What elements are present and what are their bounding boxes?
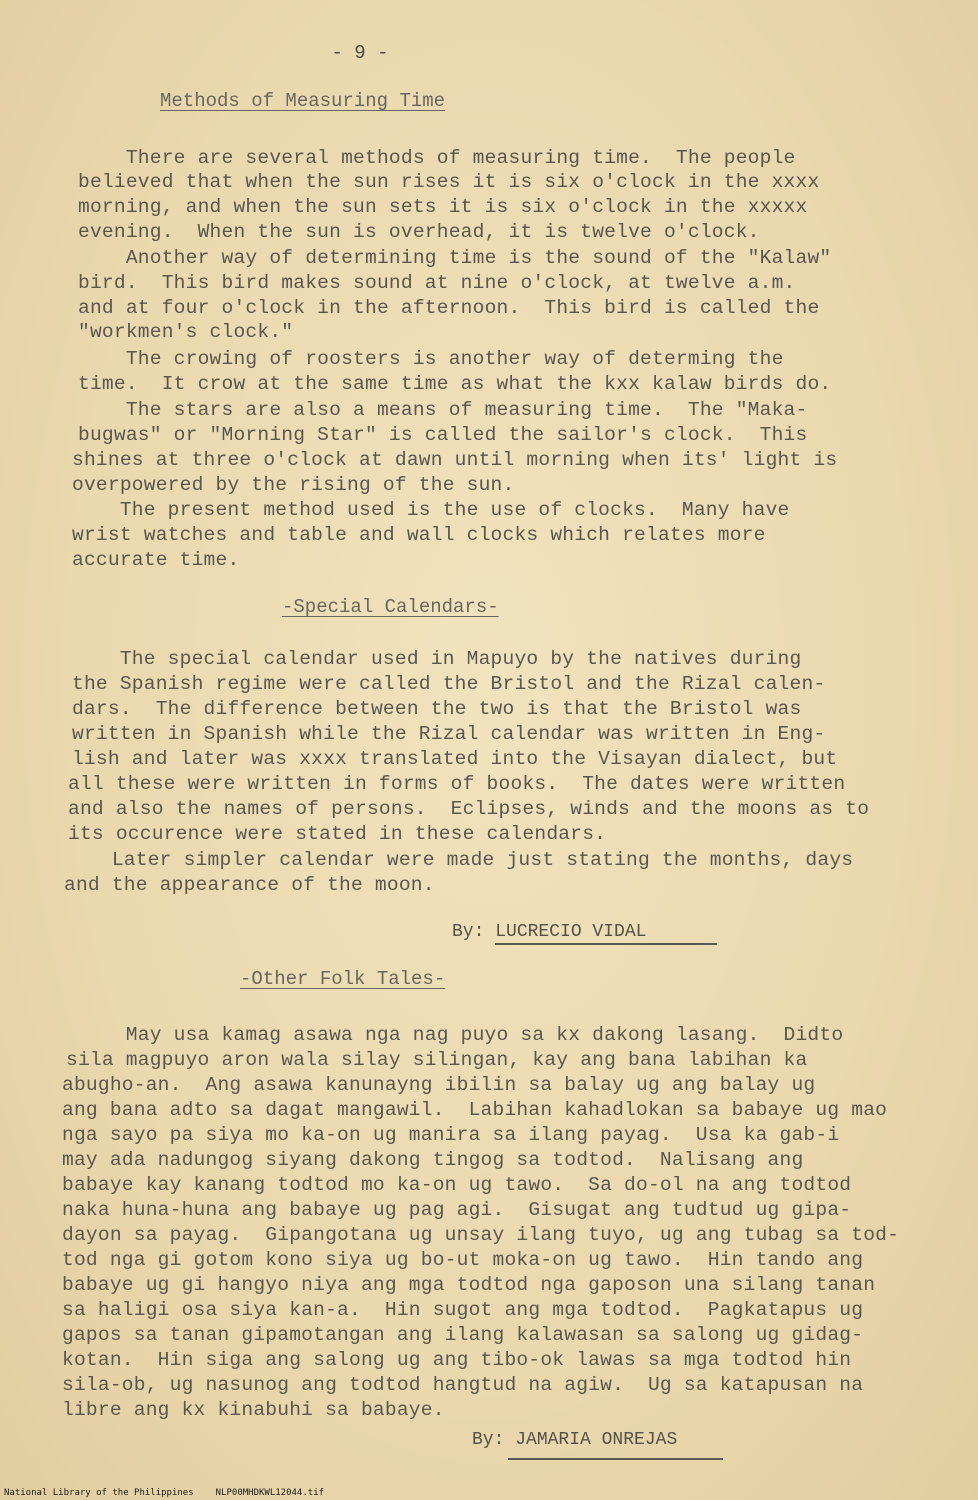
text-line: kotan. Hin siga ang salong ug ang tibo-ok lawas sa mga todtod hin [62,1349,852,1371]
signature-rule [508,1458,723,1460]
text-line: libre ang kx kinabuhi sa babaye. [62,1399,445,1421]
text-line: morning, and when the sun sets it is six o'clock in the xxxxx [78,196,808,218]
text-line: There are several methods of measuring time. The people [78,147,796,169]
text-line: gapos sa tanan gipamotangan ang ilang kalawasan sa salong ug gidag- [62,1324,864,1346]
text-line: The stars are also a means of measuring time. The "Maka- [78,399,808,421]
page-number: - 9 - [331,42,389,64]
text-line: overpowered by the rising of the sun. [72,474,515,496]
byline-prefix: By: [452,922,485,942]
text-line: and also the names of persons. Eclipses, winds and the moons as to [68,798,870,820]
text-line: The crowing of roosters is another way of determing the [78,348,784,370]
text-line: written in Spanish while the Rizal calendar was written in Eng- [72,723,826,745]
section-title-calendars: -Special Calendars- [282,596,499,618]
text-line: believed that when the sun rises it is six o'clock in the xxxx [78,171,820,193]
text-line: nga sayo pa siya mo ka-on ug manira sa ilang payag. Usa ka gab-i [62,1124,840,1146]
text-line: shines at three o'clock at dawn until morning when its' light is [72,449,838,471]
text-line: babaye ug gi hangyo niya ang mga todtod nga gaposon una silang tanan [62,1274,876,1296]
text-line: May usa kamag asawa nga nag puyo sa kx dakong lasang. Didto [66,1024,844,1046]
text-line: dayon sa payag. Gipangotana ug unsay ilang tuyo, ug ang tubag sa tod- [62,1224,900,1246]
text-line: The special calendar used in Mapuyo by the natives during [72,648,802,670]
text-line: its occurence were stated in these calendars. [68,823,607,845]
text-line: abugho-an. Ang asawa kanunayng ibilin sa balay ug ang balay ug [62,1074,816,1096]
byline-vidal [452,922,646,942]
author-name: JAMARIA ONREJAS [515,1430,678,1450]
text-line: bugwas" or "Morning Star" is called the sailor's clock. This [78,424,808,446]
section-title-methods: Methods of Measuring Time [160,90,446,112]
text-line: dars. The difference between the two is that the Bristol was [72,698,802,720]
text-line: ang bana adto sa dagat mangawil. Labihan kahadlokan sa babaye ug mao [62,1099,888,1121]
footer-library: National Library of the Philippines [4,1488,194,1498]
author-name: LUCRECIO VIDAL [495,922,647,942]
text-line: naka huna-huna ang babaye ug pag agi. Gisugat ang tudtud ug gipa- [62,1199,852,1221]
byline-prefix: By: [472,1430,505,1450]
text-line: wrist watches and table and wall clocks which relates more [72,524,766,546]
text-line: accurate time. [72,549,240,571]
text-line: the Spanish regime were called the Bristol and the Rizal calen- [72,673,826,695]
text-line: sila magpuyo aron wala silay silingan, kay ang bana labihan ka [66,1049,808,1071]
section-title-folk-tales: -Other Folk Tales- [240,968,446,990]
footer-file: NLP00MHDKWL12044.tif [215,1488,325,1498]
scan-footer [4,1488,324,1498]
text-line: all these were written in forms of books. The dates were written [68,773,846,795]
text-line: bird. This bird makes sound at nine o'clock, at twelve a.m. [78,272,796,294]
text-line: may ada nadungog siyang dakong tingog sa todtod. Nalisang ang [62,1149,804,1171]
signature-rule [495,943,717,945]
text-line: evening. When the sun is overhead, it is twelve o'clock. [78,221,760,243]
text-line: tod nga gi gotom kono siya ug bo-ut moka-on ug tawo. Hin tando ang [62,1249,864,1271]
byline-onrejas [472,1430,677,1450]
text-line: The present method used is the use of clocks. Many have [72,499,790,521]
text-line: and at four o'clock in the afternoon. This bird is called the [78,297,820,319]
text-line: sa haligi osa siya kan-a. Hin sugot ang mga todtod. Pagkatapus ug [62,1299,864,1321]
text-line: Another way of determining time is the sound of the "Kalaw" [78,247,832,269]
text-line: sila-ob, ug nasunog ang todtod hangtud na agiw. Ug sa katapusan na [62,1374,864,1396]
text-line: babaye kay kanang todtod mo ka-on ug tawo. Sa do-ol na ang todtod [62,1174,852,1196]
text-line: time. It crow at the same time as what the kxx kalaw birds do. [78,373,832,395]
text-line: lish and later was xxxx translated into the Visayan dialect, but [72,748,838,770]
text-line: Later simpler calendar were made just stating the months, days [64,849,854,871]
text-line: "workmen's clock." [78,321,294,343]
text-line: and the appearance of the moon. [64,874,435,896]
